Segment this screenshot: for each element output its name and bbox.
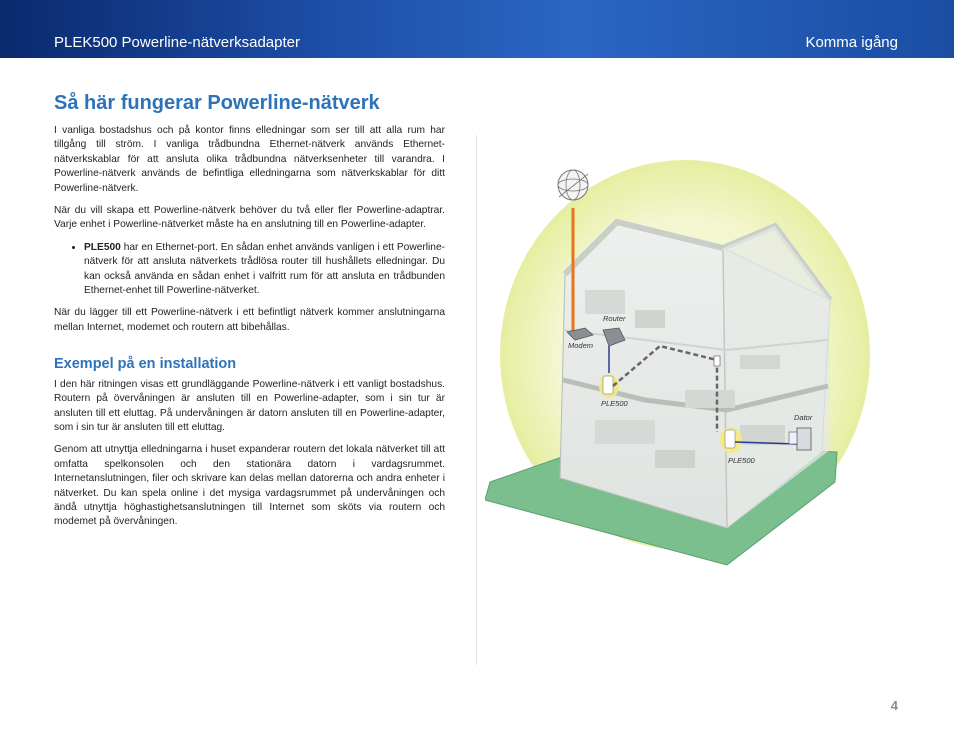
section-name: Komma igång	[805, 34, 898, 51]
dator-label: Dator	[794, 413, 813, 422]
bullet-bold: PLE500	[84, 241, 121, 253]
router-label: Router	[603, 314, 626, 323]
bullet-list	[54, 241, 445, 299]
furniture	[595, 420, 655, 444]
wall-outlet-upper	[714, 356, 720, 366]
example-paragraph-2: Genom att utnyttja elledningarna i huset expanderar routern det lokala nätverket till att omfatta spelkonsolen och den stationära datorn i vardagsrummet. Internetanslutningen, filer och skrivare kan delas mellan datorerna och andra enheter i nätverket. Du kan spela online i det mysiga vardagsrummet på undervåningen och ändå utnyttja höghastighetsanslutningen till Internet som sköts via routern och modemet på övervåningen.	[54, 444, 445, 528]
page-number: 4	[890, 698, 898, 713]
bullet-item	[84, 241, 445, 299]
product-name: PLEK500 Powerline-nätverksadapter	[54, 34, 300, 51]
furniture	[655, 450, 695, 468]
ple500-lower-label: PLE500	[728, 456, 755, 465]
ple500-upper-icon	[599, 374, 619, 398]
furniture	[685, 390, 735, 408]
house-illustration	[485, 150, 885, 575]
example-paragraph-1: I den här ritningen visas ett grundläggande Powerline-nätverk i ett vanligt bostadshus. Routern på övervåningen är ansluten till en Powerline-adapter, som i sin tur är ansluten till ett eluttag. På undervåningen är datorn ansluten till en Powerline-adapter, som i sin tur är ansluten till ett eluttag.	[54, 378, 445, 433]
modem-label: Modem	[568, 341, 594, 350]
ple500-lower-icon	[720, 427, 742, 453]
column-divider	[476, 135, 477, 665]
ple500-upper-label: PLE500	[601, 399, 628, 408]
header-bar	[0, 0, 954, 58]
intro-paragraph-2: När du vill skapa ett Powerline-nätverk behöver du två eller fler Powerline-adaptrar. Varje enhet i Powerline-nätverket måste ha en anslutning till en Powerline-adapter.	[54, 205, 445, 231]
bullet-text: har en Ethernet-port. En sådan enhet används vanligen i ett Powerline-nätverk för att ansluta nätverkets trådlösa router till hushållets elledningar. Du kan också använda en sådan enhet i valfritt rum för att ansluta en trådbunden Ethernet-enhet till Powerline-nätverket.	[84, 241, 445, 297]
intro-paragraph-3: När du lägger till ett Powerline-nätverk i ett befintligt nätverk kommer anslutningarna mellan Internet, modemet och routern att bibehållas.	[54, 307, 445, 333]
intro-paragraph-1: I vanliga bostadshus och på kontor finns elledningar som ser till att alla rum har tillgång till ström. I vanliga trådbundna Ethernet-nätverk används Ethernet-nätverkskablar för att ansluta olika trådbundna nätverksenheter till varandra. I Powerline-nätverk används de befintliga elledningarna som nätverkskablar för ditt Powerline-nätverk.	[54, 125, 445, 194]
globe-icon	[558, 170, 588, 200]
text-column	[54, 124, 445, 538]
page-title: Så här fungerar Powerline-nätverk	[54, 92, 380, 114]
subheading: Exempel på en installation	[54, 356, 237, 373]
furniture	[585, 290, 625, 314]
furniture	[740, 355, 780, 369]
furniture	[635, 310, 665, 328]
